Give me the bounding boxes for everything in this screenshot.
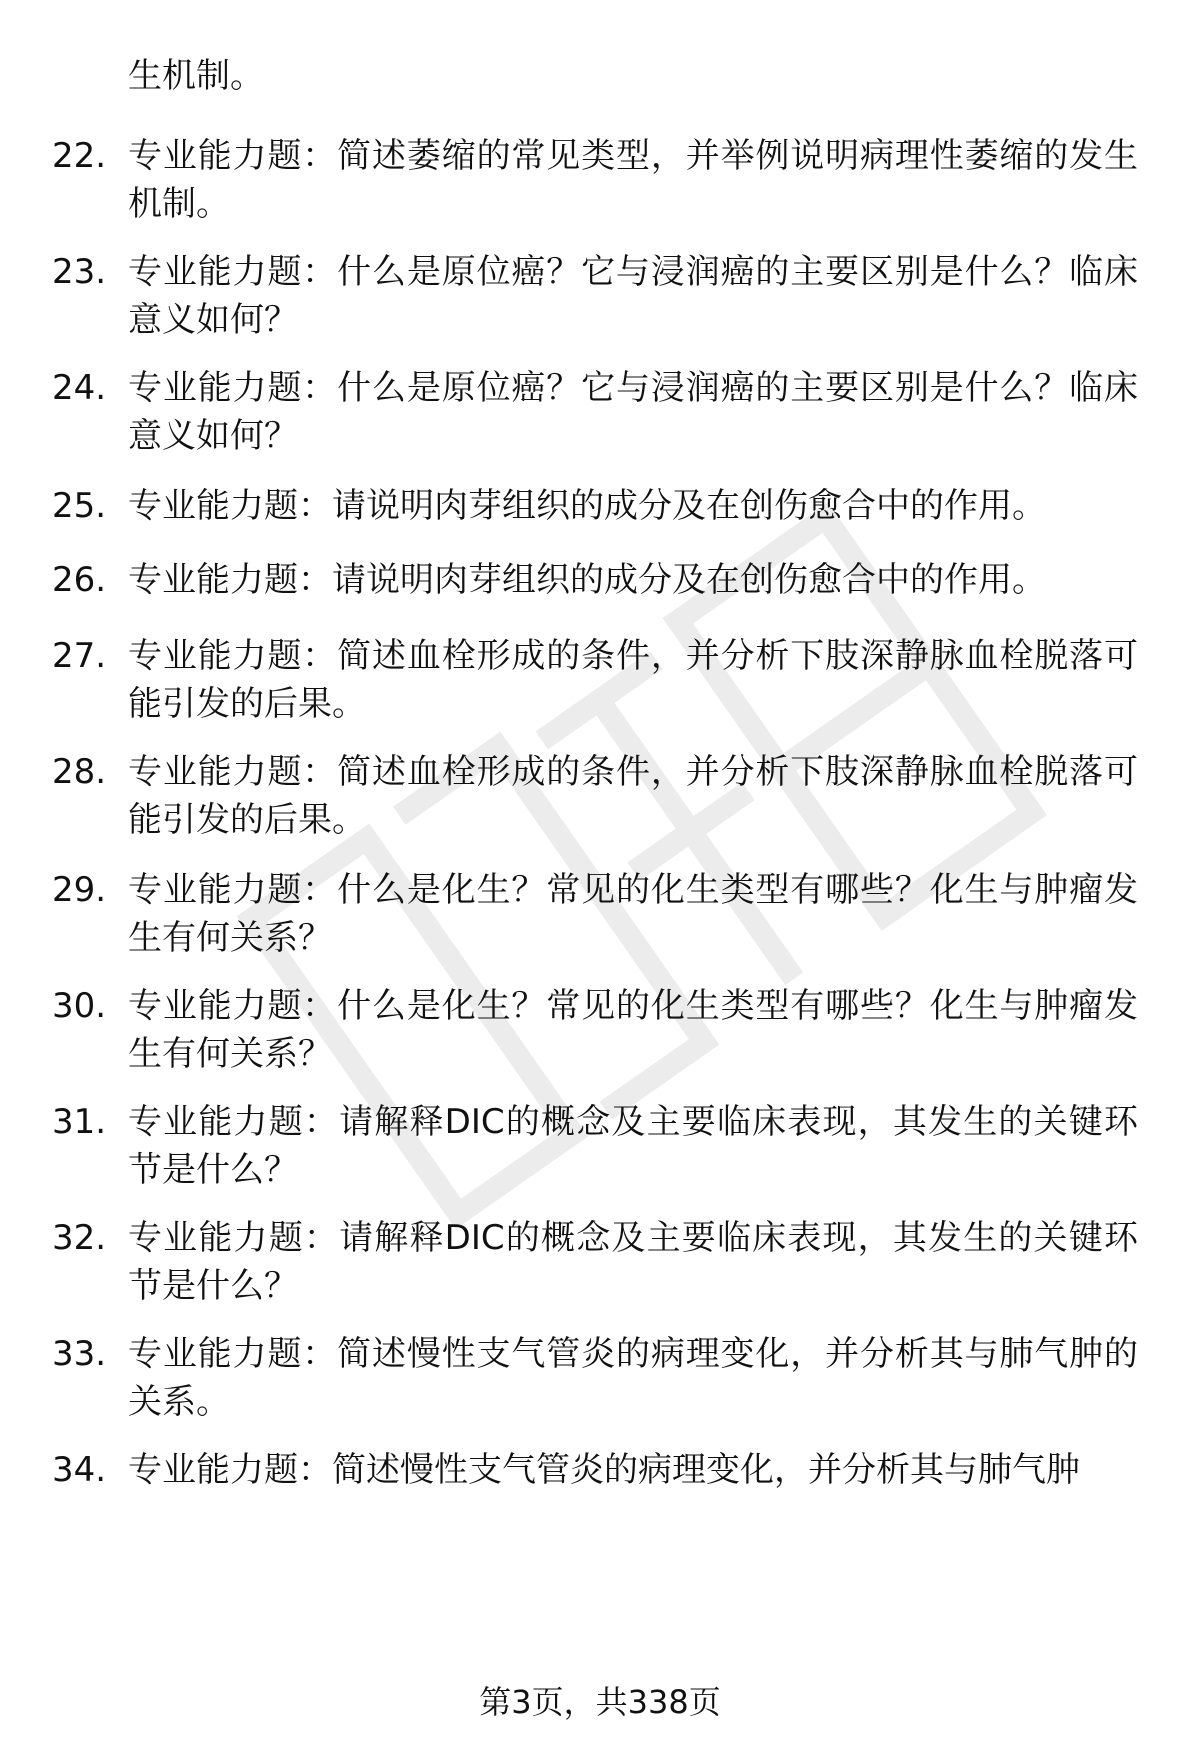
- question-text: 专业能力题：请说明肉芽组织的成分及在创伤愈合中的作用。: [128, 486, 1046, 526]
- question-number: 28.: [52, 752, 107, 792]
- question-text: 专业能力题：什么是原位癌？它与浸润癌的主要区别是什么？临床意义如何？: [128, 368, 1138, 456]
- question-number: 24.: [52, 368, 107, 408]
- question-number: 32.: [52, 1218, 107, 1258]
- question-text: 专业能力题：简述血栓形成的条件，并分析下肢深静脉血栓脱落可能引发的后果。: [128, 752, 1138, 840]
- question-number: 25.: [52, 486, 107, 526]
- question-text: 专业能力题：什么是原位癌？它与浸润癌的主要区别是什么？临床意义如何？: [128, 252, 1138, 340]
- question-number: 31.: [52, 1102, 107, 1142]
- continuation-text: 生机制。: [128, 56, 264, 96]
- question-text: 专业能力题：简述慢性支气管炎的病理变化，并分析其与肺气肿的关系。: [128, 1334, 1138, 1422]
- question-number: 22.: [52, 136, 107, 176]
- question-number: 34.: [52, 1450, 107, 1490]
- question-text: 专业能力题：简述萎缩的常见类型，并举例说明病理性萎缩的发生机制。: [128, 136, 1138, 224]
- question-number: 23.: [52, 252, 107, 292]
- question-number: 30.: [52, 986, 107, 1026]
- question-number: 33.: [52, 1334, 107, 1374]
- question-text: 专业能力题：请解释DIC的概念及主要临床表现，其发生的关键环节是什么？: [128, 1102, 1138, 1190]
- question-number: 26.: [52, 560, 107, 600]
- page-number-footer: 第3页，共338页: [479, 1683, 721, 1721]
- question-text: 专业能力题：什么是化生？常见的化生类型有哪些？化生与肿瘤发生有何关系？: [128, 986, 1138, 1074]
- question-text: 专业能力题：请说明肉芽组织的成分及在创伤愈合中的作用。: [128, 560, 1046, 600]
- question-text: 专业能力题：请解释DIC的概念及主要临床表现，其发生的关键环节是什么？: [128, 1218, 1138, 1306]
- question-text: 专业能力题：什么是化生？常见的化生类型有哪些？化生与肿瘤发生有何关系？: [128, 870, 1138, 958]
- question-number: 27.: [52, 636, 107, 676]
- question-text: 专业能力题：简述血栓形成的条件，并分析下肢深静脉血栓脱落可能引发的后果。: [128, 636, 1138, 724]
- question-number: 29.: [52, 870, 107, 910]
- question-text: 专业能力题：简述慢性支气管炎的病理变化，并分析其与肺气肿: [128, 1450, 1080, 1490]
